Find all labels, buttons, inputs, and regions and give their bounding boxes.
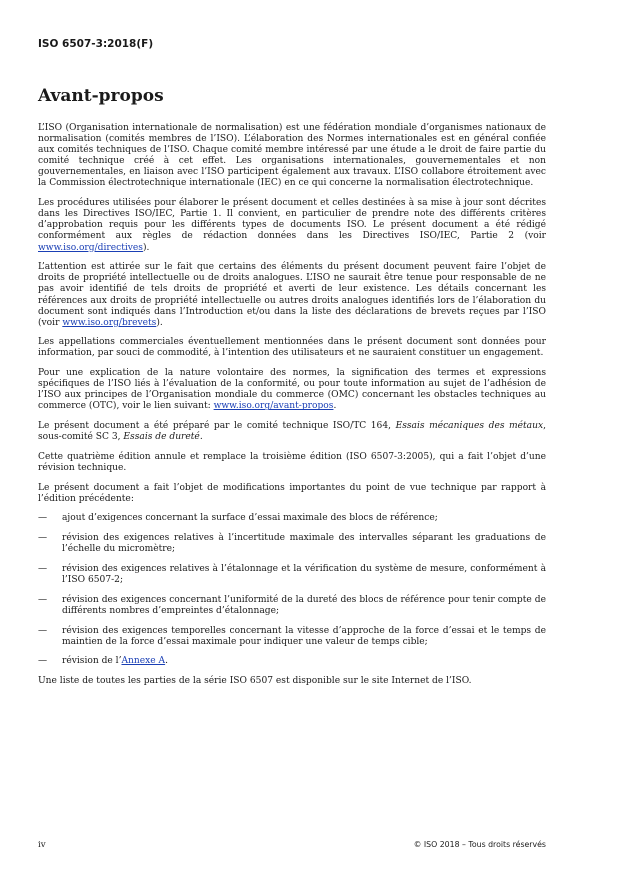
paragraph-procedures: Les procédures utilisées pour élaborer le présent document et celles destinées à sa mise à jour sont décrites dans les Directives ISO/IEC, Partie 1. Il convient, en particulier de prendre note des différents critères d’approbation requis pour les différents types de documents ISO. Le présent document a été rédigé conformément aux règles de rédaction données dans les Directives ISO/IEC, Partie 2 (voir www.iso.org/directives). [38, 198, 546, 253]
page-number: iv [38, 840, 46, 850]
copyright-notice: © ISO 2018 – Tous droits réservés [413, 840, 546, 849]
paragraph-series-list: Une liste de toutes les parties de la série ISO 6507 est disponible sur le site Internet de l’ISO. [38, 675, 472, 686]
list-item: — révision des exigences concernant l’uniformité de la dureté des blocs de référence pour tenir compte de différents nombres d’empreintes d’étalonnage; [38, 594, 546, 616]
paragraph-trade-names: Les appellations commerciales éventuellement mentionnées dans le présent document sont données pour information, par souci de commodité, à l’intention des utilisateurs et ne sauraient constituer un engagement. [38, 337, 546, 359]
paragraph-changes-intro: Le présent document a fait l’objet de modifications importantes du point de vue technique par rapport à l’édition précédente: [38, 482, 546, 504]
paragraph-patents: L’attention est attirée sur le fait que certains des éléments du présent document peuvent faire l’objet de droits de propriété intellectuelle ou de droits analogues. L’ISO ne saurait être tenue pour responsable de ne pas avoir identifié de tels droits de propriété et averti de leur existence. Les détails concernant les références aux droits de propriété intellectuelle ou autres droits analogues identifiés lors de l’élaboration du document sont indiqués dans l’Introduction et/ou dans la liste des déclarations de brevets reçues par l’ISO (voir www.iso.org/brevets). [38, 262, 546, 328]
directives-link[interactable]: www.iso.org/directives [38, 242, 143, 253]
list-item: — révision des exigences relatives à l’incertitude maximale des intervalles séparant les graduations de l’échelle du micromètre; [38, 533, 546, 555]
foreword-link[interactable]: www.iso.org/avant-propos [213, 401, 334, 412]
paragraph-voluntary-nature: Pour une explication de la nature volontaire des normes, la signification des termes et expressions spécifiques de l’ISO liés à l’évaluation de la conformité, ou pour toute information au sujet de l’adhésion de l’ISO aux principes de l’Organisation mondiale du commerce (OMC) concernant les obstacles techniques au commerce (OTC), voir le lien suivant: www.iso.org/avant-propos. [38, 368, 546, 412]
page-title: Avant-propos [38, 86, 164, 106]
document-id-header: ISO 6507-3:2018(F) [38, 38, 154, 50]
annex-a-link[interactable]: Annexe A [121, 656, 166, 667]
list-item-annex: — révision de l’Annexe A. [38, 656, 169, 667]
foreword-body [38, 123, 546, 696]
paragraph-committee: Le présent document a été préparé par le comité technique ISO/TC 164, Essais mécaniques des métaux, sous-comité SC 3, Essais de dureté. [38, 421, 546, 443]
page-footer [38, 840, 546, 850]
list-item: — révision des exigences temporelles concernant la vitesse d’approche de la force d’essai et le temps de maintien de la force d’essai maximale pour indiquer une valeur de temps cible; [38, 625, 546, 647]
patents-link[interactable]: www.iso.org/brevets [62, 317, 157, 328]
list-item: — révision des exigences relatives à l’étalonnage et la vérification du système de mesure, conformément à l’ISO 6507-2; [38, 563, 546, 586]
list-item: — ajout d’exigences concernant la surface d’essai maximale des blocs de référence; [38, 513, 438, 524]
paragraph-iso-intro: L’ISO (Organisation internationale de normalisation) est une fédération mondiale d’organismes nationaux de normalisation (comités membres de l’ISO). L’élaboration des Normes internationales est en général confiée aux comités techniques de l’ISO. Chaque comité membre intéressé par une étude a le droit de faire partie du comité technique créé à cet effet. Les organisations internationales, gouvernementales et non gouvernementales, en liaison avec l’ISO participent également aux travaux. L’ISO collabore étroitement avec la Commission électrotechnique internationale (IEC) en ce qui concerne la normalisation électrotechnique. [38, 123, 546, 189]
paragraph-edition: Cette quatrième édition annule et remplace la troisième édition (ISO 6507-3:2005), qui a fait l’objet d’une révision technique. [38, 451, 546, 473]
